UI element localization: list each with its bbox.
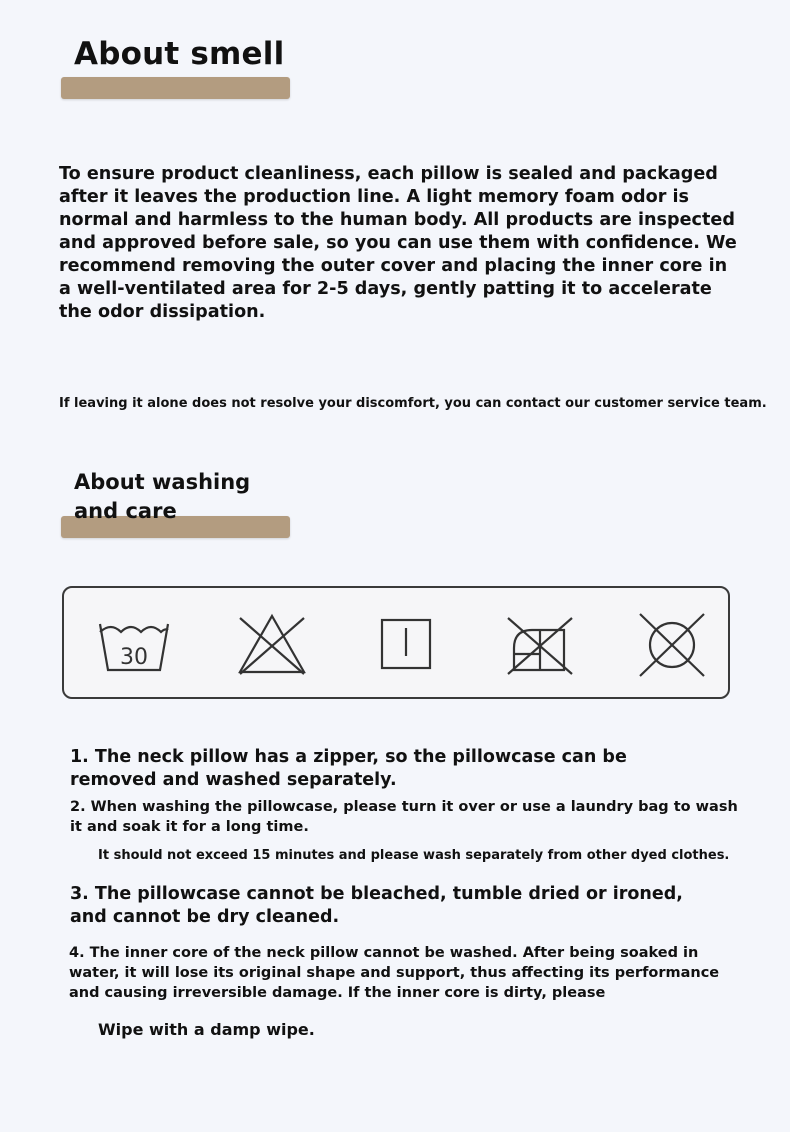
washing-heading-line1: About washing [74, 470, 251, 494]
washing-heading-line2: and care [74, 499, 177, 523]
smell-paragraph: To ensure product cleanliness, each pillow is sealed and packaged after it leaves the production line. A light memory foam odor is normal and harmless to the human body. All products are inspected and approved before sale, so you can use them with confidence. We recommend removing the outer cover and placing the inner core in a well-ventilated area for 2-5 days, gently patting it to accelerate the odor dissipation. [59, 164, 737, 322]
care-item-1: 1. The neck pillow has a zipper, so the pillowcase can be removed and washed separately. [70, 747, 627, 790]
line-dry-icon [366, 610, 446, 680]
washing-heading [74, 468, 250, 526]
care-symbols-panel [62, 586, 730, 699]
wash-temperature-label: 30 [120, 645, 148, 670]
care-item-2-note: It should not exceed 15 minutes and please wash separately from other dyed clothes. [98, 848, 730, 863]
do-not-bleach-icon [232, 610, 312, 680]
do-not-dry-clean-icon [632, 610, 712, 680]
wash-30-icon [94, 610, 174, 680]
smell-heading: About smell [74, 36, 285, 72]
do-not-tumble-dry-icon [500, 610, 580, 680]
care-item-4-note: Wipe with a damp wipe. [98, 1020, 315, 1039]
smell-note: If leaving it alone does not resolve your discomfort, you can contact our customer service team. [59, 396, 767, 411]
care-item-2: 2. When washing the pillowcase, please turn it over or use a laundry bag to wash it and soak it for a long time. [70, 799, 738, 835]
smell-heading-bar [61, 77, 290, 99]
care-item-3: 3. The pillowcase cannot be bleached, tumble dried or ironed, and cannot be dry cleaned. [70, 884, 683, 927]
care-item-4: 4. The inner core of the neck pillow cannot be washed. After being soaked in water, it will lose its original shape and support, thus affecting its performance and causing irreversible damage. If the inner core is dirty, please [69, 945, 720, 1001]
